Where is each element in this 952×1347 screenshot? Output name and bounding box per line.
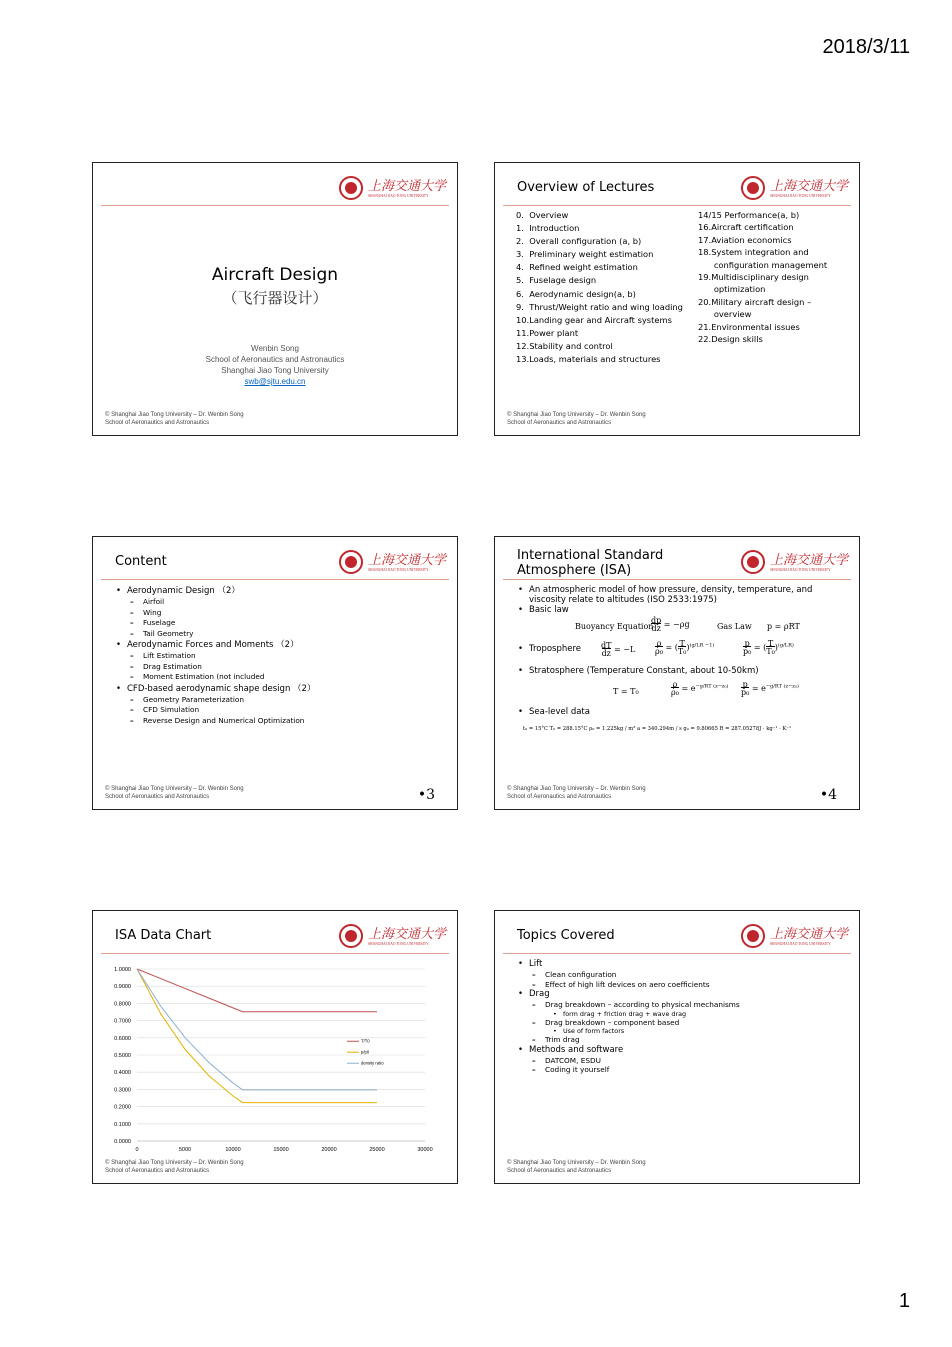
- slide-heading: ISA Data Chart: [115, 928, 212, 943]
- slide-footer: [105, 1160, 244, 1175]
- strat-density-equation: ρ $\rho_0 = e^{-g/RT (z-z_0)}$: [671, 680, 729, 697]
- seal-icon: [339, 550, 363, 574]
- lecture-item: 20.Military aircraft design –: [698, 296, 812, 307]
- author-email-link[interactable]: swb@sjtu.edu.cn: [244, 377, 306, 386]
- lecture-item: overview: [698, 309, 752, 320]
- slide-heading: International Standard Atmosphere (ISA): [517, 548, 664, 578]
- university-logo: [741, 175, 849, 203]
- temp-equation: T = T₀: [613, 687, 639, 696]
- eq-label: Gas Law: [717, 622, 752, 631]
- lecture-item: 13.Loads, materials and structures: [516, 354, 661, 365]
- legend-label: T/T0: [361, 1038, 370, 1044]
- topics-list: [515, 959, 845, 1075]
- y-tick-label: 0.6000: [114, 1035, 131, 1042]
- lecture-item: 5. Fuselage design: [516, 275, 597, 286]
- slide-heading: Overview of Lectures: [517, 180, 655, 195]
- footer-line: © Shanghai Jiao Tong University – Dr. Wenbin Song: [507, 412, 646, 418]
- footer-line: © Shanghai Jiao Tong University – Dr. Wenbin Song: [105, 786, 244, 792]
- university-logo: [741, 923, 849, 951]
- y-tick-label: 0.1000: [114, 1121, 131, 1128]
- content-subitem: – Reverse Design and Numerical Optimization: [113, 716, 443, 727]
- logo-subtext: SHANGHAI JIAO TONG UNIVERSITY: [770, 942, 831, 946]
- lecture-item: 11.Power plant: [516, 327, 579, 338]
- logo-subtext: SHANGHAI JIAO TONG UNIVERSITY: [770, 568, 831, 572]
- divider: [503, 579, 851, 580]
- footer-line: © Shanghai Jiao Tong University – Dr. Wenbin Song: [105, 412, 244, 418]
- topic-bullet: • Methods and software: [515, 1045, 845, 1056]
- slide-footer: [507, 786, 646, 801]
- content-subitem: – Tail Geometry: [113, 629, 443, 640]
- university-logo: [339, 549, 447, 577]
- lecture-item: 9. Thrust/Weight ratio and wing loading: [516, 301, 683, 312]
- x-tick-label: 20000: [321, 1147, 337, 1153]
- content-bullet: • Aerodynamic Forces and Moments （2）: [113, 639, 443, 651]
- isa-content: [515, 585, 845, 732]
- lecture-item: 0. Overview: [516, 210, 569, 220]
- content-subitem: – Drag Estimation: [113, 662, 443, 673]
- lecture-item: 16.Aircraft certification: [698, 222, 794, 233]
- footer-line: School of Aeronautics and Astronautics: [507, 793, 612, 800]
- content-subitem: – Moment Estimation (not included: [113, 672, 443, 683]
- author-name: Wenbin Song: [251, 344, 299, 353]
- slide-content: [92, 536, 458, 810]
- slide-heading: Content: [115, 554, 167, 569]
- slide-number: •4: [819, 787, 837, 803]
- slide-isa-chart: [92, 910, 458, 1184]
- lecture-item: optimization: [698, 284, 766, 295]
- seal-icon: [741, 176, 765, 200]
- x-tick-label: 15000: [273, 1147, 289, 1153]
- bullet: • Basic law: [515, 605, 845, 616]
- lecture-item: 14/15 Performance(a, b): [698, 210, 800, 220]
- lecture-item: 12.Stability and control: [516, 340, 613, 351]
- university-logo: [339, 175, 447, 203]
- lecture-item: 17.Aviation economics: [698, 234, 792, 245]
- footer-line: School of Aeronautics and Astronautics: [105, 1167, 210, 1174]
- lecture-list-right: [698, 209, 827, 345]
- lecture-item: 3. Preliminary weight estimation: [516, 249, 654, 260]
- lecture-item: 10.Landing gear and Aircraft systems: [516, 314, 672, 325]
- slide-footer: [105, 786, 244, 801]
- lecture-item: 2. Overall configuration (a, b): [516, 236, 642, 247]
- topic-bullet: • Lift: [515, 959, 845, 970]
- lecture-item: 4. Refined weight estimation: [516, 262, 638, 273]
- lecture-item: configuration management: [698, 259, 828, 270]
- author-block: [93, 343, 457, 387]
- divider: [101, 953, 449, 954]
- footer-line: © Shanghai Jiao Tong University – Dr. Wenbin Song: [507, 786, 646, 792]
- isa-line-chart: [93, 961, 458, 1171]
- logo-text: 上海交通大学: [770, 179, 849, 194]
- content-list: [113, 585, 443, 726]
- logo-subtext: SHANGHAI JIAO TONG UNIVERSITY: [368, 194, 429, 198]
- topic-subsubitem: • Use of form factors: [515, 1027, 845, 1035]
- lapse-equation: dT dz = −L: [601, 641, 636, 658]
- topic-subitem: – Clean configuration: [515, 970, 845, 980]
- topic-subsubitem: • form drag + friction drag + wave drag: [515, 1010, 845, 1018]
- divider: [101, 579, 449, 580]
- logo-text: 上海交通大学: [368, 927, 447, 942]
- lecture-item: 6. Aerodynamic design(a, b): [516, 288, 636, 299]
- topic-subitem: – Drag breakdown – according to physical mechanisms: [515, 1000, 845, 1010]
- series-line: [137, 969, 377, 1012]
- page-date: 2018/3/11: [822, 36, 910, 58]
- y-tick-label: 0.5000: [114, 1053, 131, 1059]
- topic-subitem: – Coding it yourself: [515, 1065, 845, 1075]
- series-line: [137, 969, 377, 1103]
- lecture-item: 21.Environmental issues: [698, 321, 800, 332]
- x-tick-label: 30000: [417, 1147, 433, 1153]
- slide-footer: [507, 1160, 646, 1175]
- density-equation: ρ ρ₀ = ( T T₀)$^{(g/LR -1)}$: [655, 639, 715, 656]
- logo-subtext: SHANGHAI JIAO TONG UNIVERSITY: [368, 568, 429, 572]
- divider: [503, 953, 851, 954]
- equation-row: [515, 616, 845, 638]
- bullet: • An atmospheric model of how pressure, density, temperature, and viscosity relate to altitudes (ISO 2533:1975): [515, 585, 845, 605]
- author-school: School of Aeronautics and Astronautics: [205, 355, 345, 364]
- footer-line: School of Aeronautics and Astronautics: [507, 419, 612, 426]
- eq-label: Buoyancy Equation: [575, 622, 654, 631]
- slide-overview: [494, 162, 860, 436]
- topic-subitem: – Trim drag: [515, 1035, 845, 1045]
- troposphere-row: [515, 638, 845, 666]
- topic-subitem: – DATCOM, ESDU: [515, 1056, 845, 1066]
- footer-line: © Shanghai Jiao Tong University – Dr. Wenbin Song: [105, 1160, 244, 1166]
- content-subitem: – Wing: [113, 608, 443, 619]
- content-subitem: – CFD Simulation: [113, 705, 443, 716]
- topic-subitem: – Effect of high lift devices on aero coefficients: [515, 980, 845, 990]
- y-tick-label: 0.8000: [114, 1001, 131, 1008]
- slide-heading: Aircraft Design: [211, 265, 339, 285]
- y-tick-label: 0.4000: [114, 1070, 131, 1077]
- content-subitem: – Fuselage: [113, 618, 443, 629]
- x-tick-label: 10000: [225, 1147, 241, 1153]
- author-university: Shanghai Jiao Tong University: [221, 366, 329, 375]
- seal-icon: [339, 924, 363, 948]
- seal-icon: [741, 924, 765, 948]
- university-logo: [741, 549, 849, 577]
- bullet: • Troposphere: [515, 644, 581, 655]
- legend-label: density ratio: [361, 1060, 384, 1066]
- page-number: 1: [898, 1290, 910, 1312]
- series-line: [137, 969, 377, 1090]
- y-tick-label: 0.9000: [114, 984, 131, 991]
- y-tick-label: 1.0000: [114, 967, 131, 973]
- y-tick-label: 0.3000: [114, 1087, 131, 1094]
- content-bullet: • Aerodynamic Design （2）: [113, 585, 443, 597]
- lecture-item: 1. Introduction: [516, 223, 580, 234]
- content-subitem: – Lift Estimation: [113, 651, 443, 662]
- slide-isa: [494, 536, 860, 810]
- content-subitem: – Airfoil: [113, 597, 443, 608]
- university-logo: [339, 923, 447, 951]
- slide-heading: Topics Covered: [517, 928, 615, 943]
- y-tick-label: 0.2000: [114, 1104, 131, 1111]
- strat-pressure-equation: p $p_0 = e^{-g/RT (z-z_0)}$: [741, 680, 799, 697]
- x-tick-label: 5000: [178, 1147, 192, 1153]
- slide-title: [92, 162, 458, 436]
- x-tick-label: 25000: [369, 1147, 385, 1153]
- slide-topics: [494, 910, 860, 1184]
- footer-line: School of Aeronautics and Astronautics: [105, 419, 210, 426]
- footer-line: School of Aeronautics and Astronautics: [105, 793, 210, 800]
- slide-footer: [507, 412, 646, 427]
- content-bullet: • CFD-based aerodynamic shape design （2）: [113, 683, 443, 695]
- topic-bullet: • Drag: [515, 989, 845, 1000]
- lecture-item: 19.Multidisciplinary design: [698, 272, 809, 283]
- buoyancy-equation: dp dz = −ρg: [651, 616, 690, 633]
- logo-text: 上海交通大学: [368, 553, 447, 568]
- topic-subitem: – Drag breakdown – component based: [515, 1018, 845, 1028]
- logo-text: 上海交通大学: [770, 927, 849, 942]
- bullet: • Stratosphere (Temperature Constant, about 10-50km): [515, 666, 845, 677]
- lecture-item: 22.Design skills: [698, 334, 763, 345]
- content-subitem: – Geometry Parameterization: [113, 695, 443, 706]
- sea-level-data: t₀ = 15°C T₀ = 288.15°C ρ₀ = 1.225kg / m³ a = 340.294m / s g₀ = 9.80665 R = 287.05278J · kg⁻¹ · K⁻¹: [523, 726, 792, 732]
- divider: [101, 205, 449, 206]
- seal-icon: [339, 176, 363, 200]
- y-tick-label: 0.0000: [114, 1139, 131, 1145]
- logo-subtext: SHANGHAI JIAO TONG UNIVERSITY: [770, 194, 831, 198]
- lecture-list-left: [516, 209, 683, 366]
- logo-text: 上海交通大学: [368, 179, 447, 194]
- legend-label: p/p0: [361, 1049, 370, 1055]
- slide-number: •3: [417, 787, 435, 803]
- footer-line: School of Aeronautics and Astronautics: [507, 1167, 612, 1174]
- footer-line: © Shanghai Jiao Tong University – Dr. Wenbin Song: [507, 1160, 646, 1166]
- gas-law-equation: p = ρRT: [767, 622, 800, 631]
- lecture-item: 18.System integration and: [698, 247, 809, 258]
- slide-footer: [105, 412, 244, 427]
- pressure-equation: p p₀ = ( T T₀)$^{(g/LR)}$: [743, 639, 794, 656]
- logo-text: 上海交通大学: [770, 553, 849, 568]
- logo-subtext: SHANGHAI JIAO TONG UNIVERSITY: [368, 942, 429, 946]
- slide-subheading: （飞行器设计）: [222, 289, 328, 307]
- stratosphere-row: [515, 677, 845, 707]
- divider: [503, 205, 851, 206]
- y-tick-label: 0.7000: [114, 1018, 131, 1025]
- x-tick-label: 0: [135, 1147, 139, 1153]
- bullet: • Sea-level data: [515, 707, 845, 718]
- seal-icon: [741, 550, 765, 574]
